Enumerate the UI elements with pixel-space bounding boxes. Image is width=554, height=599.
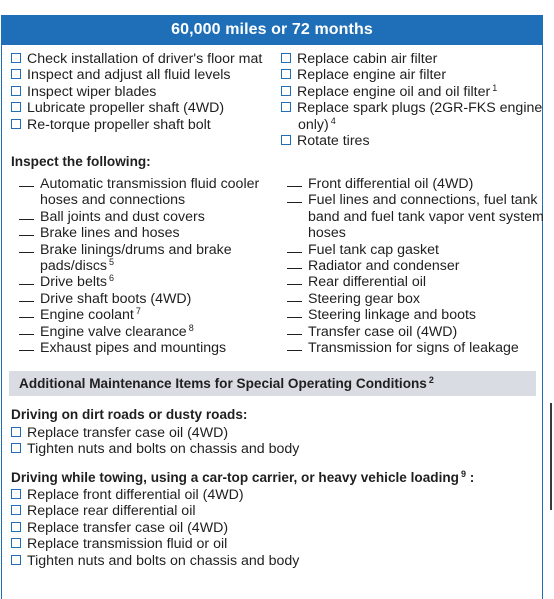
- interval-title: 60,000 miles or 72 months: [1, 15, 543, 45]
- checkbox[interactable]: [281, 86, 291, 96]
- blank-line[interactable]: [19, 325, 34, 335]
- inspect-item[interactable]: Exhaust pipes and mountings: [19, 340, 259, 356]
- checklist-item[interactable]: Replace spark plugs (2GR-FKS engine: [281, 100, 542, 116]
- checkbox[interactable]: [11, 86, 21, 96]
- checklist-item[interactable]: Inspect and adjust all fluid levels: [11, 67, 262, 83]
- checkbox[interactable]: [11, 119, 21, 129]
- inspect-item-continuation: hoses: [308, 225, 346, 242]
- checkbox[interactable]: [281, 53, 291, 63]
- inspect-item[interactable]: Fuel tank cap gasket: [287, 242, 544, 258]
- blank-line[interactable]: [19, 308, 34, 318]
- inspect-item[interactable]: Brake linings/drums and brake: [19, 242, 259, 258]
- checklist-item[interactable]: Rotate tires: [281, 133, 542, 149]
- checkbox[interactable]: [11, 555, 21, 565]
- footnote-ref: 9: [460, 469, 466, 479]
- blank-line[interactable]: [287, 325, 302, 335]
- towing-checklist: [11, 487, 299, 569]
- blank-line[interactable]: [19, 177, 34, 187]
- right-checklist: [281, 51, 542, 149]
- footnote-ref: 2: [428, 375, 434, 385]
- dirt-roads-checklist: [11, 425, 299, 458]
- checkbox[interactable]: [11, 489, 21, 499]
- blank-line[interactable]: [287, 243, 302, 253]
- inspect-item[interactable]: Engine coolant $^7$: [19, 307, 259, 323]
- footnote-ref: 4: [330, 115, 336, 126]
- blank-line[interactable]: [19, 341, 34, 351]
- checklist-item[interactable]: Replace rear differential oil: [11, 503, 299, 519]
- inspect-item-continuation: hoses and connections: [40, 192, 186, 209]
- checkbox[interactable]: [11, 53, 21, 63]
- inspect-left-list: [19, 176, 259, 356]
- checklist-item[interactable]: Lubricate propeller shaft (4WD): [11, 100, 262, 116]
- checkbox[interactable]: [281, 102, 291, 112]
- inspect-item[interactable]: Front differential oil (4WD): [287, 176, 544, 192]
- checklist-item[interactable]: Replace front differential oil (4WD): [11, 487, 299, 503]
- checklist-item[interactable]: Tighten nuts and bolts on chassis and body: [11, 441, 299, 457]
- checklist-item-continuation: only) $^4$: [298, 115, 336, 133]
- checklist-item[interactable]: Replace cabin air filter: [281, 51, 542, 67]
- inspect-item-continuation: pads/discs $^5$: [40, 256, 115, 274]
- blank-line[interactable]: [19, 275, 34, 285]
- inspect-item[interactable]: Transmission for signs of leakage: [287, 340, 544, 356]
- left-checklist: [11, 51, 262, 133]
- checklist-item[interactable]: Replace engine oil and oil filter $^1$: [281, 84, 542, 100]
- inspect-item[interactable]: Ball joints and dust covers: [19, 209, 259, 225]
- blank-line[interactable]: [19, 226, 34, 236]
- footnote-ref: 8: [188, 322, 194, 333]
- blank-line[interactable]: [287, 177, 302, 187]
- additional-maintenance-heading: Additional Maintenance Items for Special Operating Conditions $^2$: [9, 371, 536, 396]
- checklist-item[interactable]: Re-torque propeller shaft bolt: [11, 117, 262, 133]
- checklist-item[interactable]: Replace engine air filter: [281, 67, 542, 83]
- blank-line[interactable]: [19, 292, 34, 302]
- checkbox[interactable]: [281, 69, 291, 79]
- inspect-right-list: [287, 176, 544, 356]
- inspect-item-continuation: band and fuel tank vapor vent system: [308, 208, 544, 225]
- checklist-item[interactable]: Replace transfer case oil (4WD): [11, 520, 299, 536]
- inspect-item[interactable]: Engine valve clearance $^8$: [19, 324, 259, 340]
- inspect-item[interactable]: Transfer case oil (4WD): [287, 324, 544, 340]
- blank-line[interactable]: [19, 210, 34, 220]
- checkbox[interactable]: [11, 522, 21, 532]
- blank-line[interactable]: [287, 193, 302, 203]
- inspect-item[interactable]: Fuel lines and connections, fuel tank: [287, 192, 544, 208]
- checkbox[interactable]: [11, 443, 21, 453]
- footnote-ref: 6: [109, 273, 115, 284]
- inspect-item[interactable]: Automatic transmission fluid cooler: [19, 176, 259, 192]
- inspect-item[interactable]: Rear differential oil: [287, 274, 544, 290]
- scrollbar-edge[interactable]: [550, 403, 552, 510]
- inspect-item[interactable]: Steering linkage and boots: [287, 307, 544, 323]
- inspect-item[interactable]: Steering gear box: [287, 291, 544, 307]
- blank-line[interactable]: [287, 341, 302, 351]
- inspect-item[interactable]: Drive shaft boots (4WD): [19, 291, 259, 307]
- checklist-item[interactable]: Tighten nuts and bolts on chassis and body: [11, 553, 299, 569]
- checkbox[interactable]: [11, 427, 21, 437]
- footnote-ref: 1: [492, 82, 498, 93]
- footnote-ref: 5: [109, 256, 115, 267]
- checklist-item[interactable]: Replace transmission fluid or oil: [11, 536, 299, 552]
- checkbox[interactable]: [11, 102, 21, 112]
- blank-line[interactable]: [287, 259, 302, 269]
- checkbox[interactable]: [11, 69, 21, 79]
- blank-line[interactable]: [287, 275, 302, 285]
- checklist-item[interactable]: Replace transfer case oil (4WD): [11, 425, 299, 441]
- checklist-item[interactable]: Check installation of driver's floor mat: [11, 51, 262, 67]
- inspect-item[interactable]: Radiator and condenser: [287, 258, 544, 274]
- checklist-item[interactable]: Inspect wiper blades: [11, 84, 262, 100]
- footnote-ref: 7: [135, 306, 141, 317]
- inspect-heading: Inspect the following:: [11, 154, 151, 169]
- blank-line[interactable]: [19, 243, 34, 253]
- checkbox[interactable]: [281, 135, 291, 145]
- blank-line[interactable]: [287, 292, 302, 302]
- inspect-item[interactable]: Drive belts $^6$: [19, 274, 259, 290]
- checkbox[interactable]: [11, 538, 21, 548]
- checkbox[interactable]: [11, 505, 21, 515]
- towing-heading: Driving while towing, using a car-top carrier, or heavy vehicle loading $^9$ :: [11, 469, 475, 485]
- inspect-item[interactable]: Brake lines and hoses: [19, 225, 259, 241]
- dirt-roads-heading: Driving on dirt roads or dusty roads:: [11, 407, 248, 422]
- blank-line[interactable]: [287, 308, 302, 318]
